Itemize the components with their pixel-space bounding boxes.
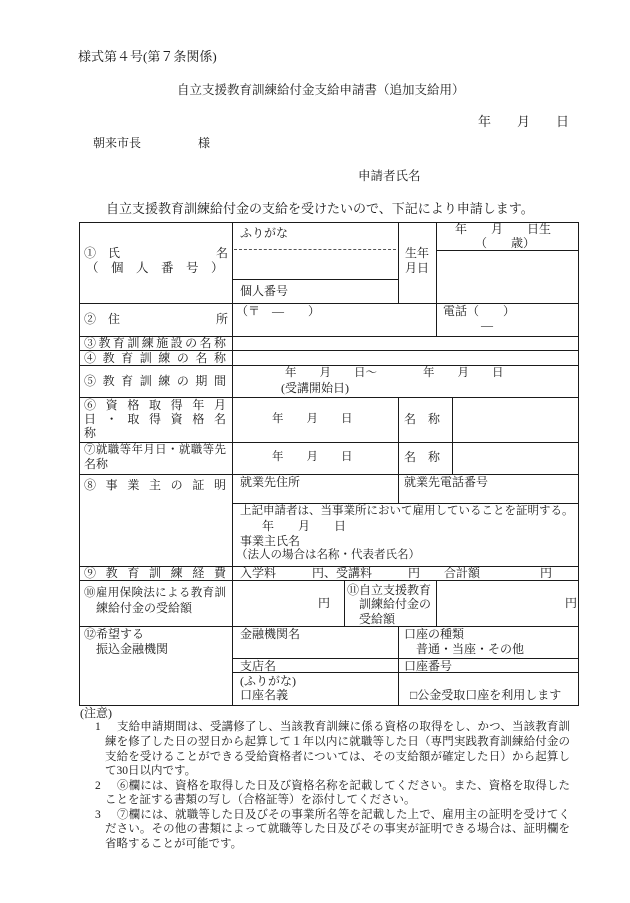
workplace-address-label: 就業先住所: [240, 475, 301, 489]
certification-text: 上記申請者は、当事業所において雇用していることを証明する。: [240, 505, 574, 517]
public-account-checkbox-option: □公金受取口座を利用します: [410, 688, 562, 702]
account-number-label: 口座番号: [404, 659, 453, 673]
phone-label: 電話（ ）: [443, 304, 516, 318]
bank-account-label: ⑫希望する: [84, 627, 145, 641]
insurance-benefit-label: ⑩雇用保険法による教育訓: [84, 587, 226, 599]
qualification-label: 日・取得資格名: [84, 412, 226, 426]
note-line: ことを証する書類の写し（合格証等）を添付してください。: [105, 794, 416, 806]
submission-date: 年 月 日: [478, 114, 570, 129]
form-number: 様式第４号(第７条関係): [78, 49, 217, 64]
note-number: 2: [95, 780, 101, 792]
branch-name-label: 支店名: [240, 659, 277, 673]
course-name-label: ④教育訓練の名称: [84, 351, 226, 365]
qualification-date: 年 月 日: [272, 413, 353, 425]
self-support-benefit-label: ⑪自立支援教育: [347, 583, 432, 597]
age-value: （ 歳）: [475, 236, 536, 250]
phone-dash: ―: [481, 318, 493, 332]
note-line: 支給を受けることができる受給資格者については、その支給額が確定した日）から起算し: [105, 751, 570, 763]
self-support-benefit-yen: 円: [565, 596, 578, 610]
note-line: 支給申請期間は、受講修了し、当該教育訓練に係る資格の取得をし、かつ、当該教育訓: [117, 721, 570, 733]
facility-name-label: ③教育訓練施設の名称: [84, 336, 226, 350]
employment-name-label: 名 称: [404, 450, 441, 464]
form-title: 自立支援教育訓練給付金支給申請書（追加支給用）: [177, 83, 465, 97]
training-period-label: ⑤教育訓練の期間: [84, 374, 226, 388]
personal-number-label: （ 個 人 番 号 ）: [86, 261, 224, 275]
self-support-benefit-label: 受給額: [359, 612, 396, 626]
note-line: 省略することが可能です。: [105, 838, 243, 850]
insurance-benefit-yen: 円: [318, 596, 331, 610]
notes-heading: (注意): [80, 706, 112, 720]
note-line: ⑦欄には、就職等した日及びその事業所名等を記載した上で、雇用主の証明を受けてく: [117, 809, 570, 821]
date-of-birth-label: 月日: [405, 261, 430, 275]
certification-date: 年 月 日: [262, 519, 347, 533]
address-label: ② 住 所: [84, 312, 229, 326]
date-of-birth-value: 年 月 日生: [455, 222, 552, 236]
account-type-options: 普通・当座・その他: [416, 642, 525, 656]
my-number-label: 個人番号: [240, 284, 289, 298]
applicant-name-label: 申請者氏名: [358, 169, 421, 183]
note-line: ⑥欄には、資格を取得した日及び資格名称を記載してください。また、資格を取得した: [117, 780, 570, 792]
employment-label: ⑦就職等年月日・就職等先: [84, 444, 226, 456]
employment-date: 年 月 日: [272, 451, 353, 463]
account-furigana-label: (ふりがな): [240, 674, 296, 688]
insurance-benefit-label: 練給付金の受給額: [96, 601, 193, 615]
bank-account-label: 振込金融機関: [96, 642, 169, 656]
workplace-phone-label: 就業先電話番号: [404, 475, 489, 489]
employer-name-label: 事業主氏名: [240, 534, 301, 548]
qualification-name-label: 名 称: [404, 412, 441, 426]
self-support-benefit-label: 訓練給付金の: [359, 597, 432, 611]
furigana-label: ふりがな: [240, 226, 289, 240]
note-line: ださい。その他の書類によって就職等した日及びその事実が証明できる場合は、証明欄を: [105, 823, 570, 835]
bank-name-label: 金融機関名: [240, 627, 301, 641]
note-line: て30日以内です。: [105, 765, 197, 777]
employment-label: 名称: [84, 457, 109, 471]
employer-name-note: （法人の場合は名称・代表者氏名）: [236, 549, 420, 561]
account-type-label: 口座の種類: [404, 627, 465, 641]
name-label: ① 氏 名: [84, 246, 229, 260]
training-start-note: (受講開始日): [281, 381, 349, 395]
training-expenses-value: 入学料 円、受講料 円 合計額 円: [240, 566, 553, 580]
qualification-label: 称: [84, 426, 97, 440]
note-number: 1: [95, 721, 101, 733]
training-expenses-label: ⑨教育訓練経費: [84, 566, 226, 580]
note-line: 練を修了した日の翌日から起算して１年以内に就職等した日（専門実践教育訓練給付金の: [105, 736, 570, 748]
date-of-birth-label: 生年: [405, 246, 430, 260]
postal-code-field: （〒 ― ）: [236, 304, 321, 318]
account-holder-label: 口座名義: [240, 688, 289, 702]
qualification-label: ⑥資格取得年月: [84, 398, 226, 412]
application-statement: 自立支援教育訓練給付金の支給を受けたいので、下記により申請します。: [106, 201, 534, 216]
note-number: 3: [95, 809, 101, 821]
addressee-honorific: 様: [198, 136, 211, 150]
employer-certification-label: ⑧事業主の証明: [84, 478, 226, 492]
addressee: 朝来市長: [93, 136, 142, 150]
training-period-value: 年 月 日～ 年 月 日: [285, 367, 504, 379]
